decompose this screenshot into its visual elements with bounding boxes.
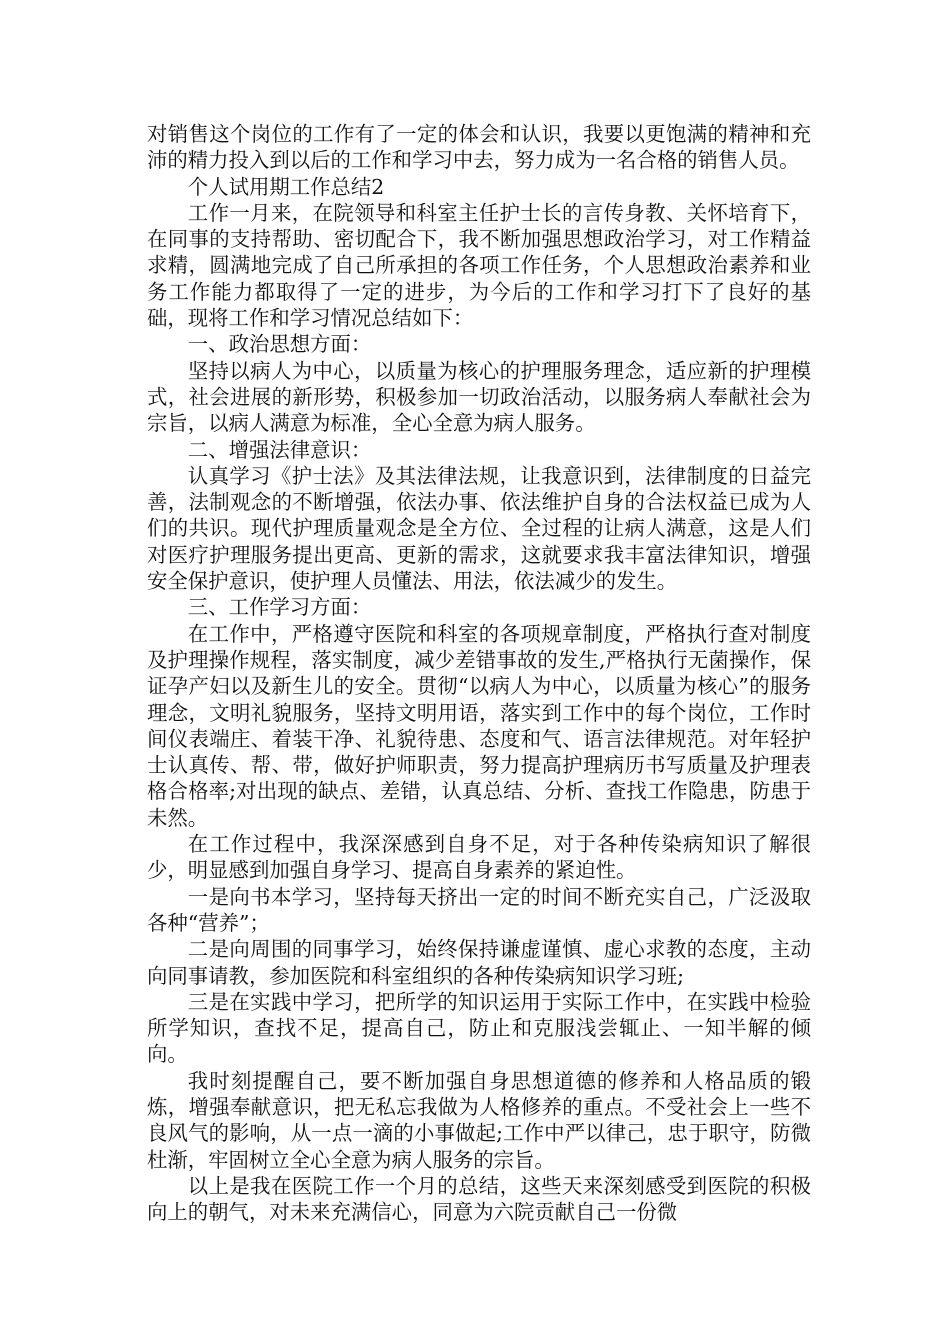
paragraph-overview: 工作一月来，在院领导和科室主任护士长的言传身教、关怀培育下，在同事的支持帮助、密切配合下，我不断加强思想政治学习，对工作精益求精，圆满地完成了自己所承担的各项工作任务，个人思想政治素养和业务工作能力都取得了一定的进步，为今后的工作和学习打下了良好的基础，现将工作和学习情况总结如下： [147, 200, 811, 331]
paragraph-learn-from-practice: 三是在实践中学习，把所学的知识运用于实际工作中，在实践中检验所学知识，查找不足，提高自己，防止和克服浅尝辄止、一知半解的倾向。 [147, 989, 811, 1067]
paragraph-learn-from-books: 一是向书本学习，坚持每天挤出一定的时间不断充实自己，广泛汲取各种“营养”； [147, 884, 811, 935]
document-page [147, 121, 811, 1225]
paragraph-self-cultivation: 我时刻提醒自己，要不断加强自身思想道德的修养和人格品质的锻炼，增强奉献意识，把无私忘我做为人格修养的重点。不受社会上一些不良风气的影响，从一点一滴的小事做起;工作中严以律己，忠于职守，防微杜渐，牢固树立全心全意为病人服务的宗旨。 [147, 1068, 811, 1172]
heading-work-study: 三、工作学习方面： [187, 595, 372, 620]
heading-political-thought: 一、政治思想方面： [187, 332, 372, 357]
paragraph-political-thought: 坚持以病人为中心，以质量为核心的护理服务理念，适应新的护理模式，社会进展的新形势，积极参加一切政治活动，以服务病人奉献社会为宗旨，以病人满意为标准，全心全意为病人服务。 [147, 358, 811, 436]
paragraph-learn-from-colleagues: 二是向周围的同事学习，始终保持谦虚谨慎、虚心求教的态度，主动向同事请教，参加医院和科室组织的各种传染病知识学习班; [147, 937, 811, 988]
paragraph-intro-continuation: 对销售这个岗位的工作有了一定的体会和认识，我要以更饱满的精神和充沛的精力投入到以后的工作和学习中去，努力成为一名合格的销售人员。 [147, 122, 811, 173]
paragraph-work-study: 在工作中，严格遵守医院和科室的各项规章制度，严格执行查对制度及护理操作规程，落实制度，减少差错事故的发生,严格执行无菌操作，保证孕产妇以及新生儿的安全。贯彻“以病人为中心，以质量为核心”的服务理念，文明礼貌服务，坚持文明用语，落实到工作中的每个岗位，工作时间仪表端庄、着装干净、礼貌待患、态度和气、语言法律规范。对年轻护士认真传、帮、带，做好护师职责，努力提高护理病历书写质量及护理表格合格率;对出现的缺点、差错，认真总结、分析、查找工作隐患，防患于未然。 [147, 621, 811, 830]
paragraph-legal-awareness: 认真学习《护士法》及其法律法规，让我意识到，法律制度的日益完善，法制观念的不断增强，依法办事、依法维护自身的合法权益已成为人们的共识。现代护理质量观念是全方位、全过程的让病人满意，这是人们对医疗护理服务提出更高、更新的需求，这就要求我丰富法律知识，增强安全保护意识，使护理人员懂法、用法，依法减少的发生。 [147, 463, 811, 594]
paragraph-conclusion: 以上是我在医院工作一个月的总结，这些天来深刻感受到医院的积极向上的朝气，对未来充满信心，同意为六院贡献自己一份微 [147, 1173, 811, 1225]
section-title: 个人试用期工作总结2 [187, 174, 385, 199]
heading-legal-awareness: 二、增强法律意识： [187, 437, 372, 462]
paragraph-shortcomings: 在工作过程中，我深深感到自身不足，对于各种传染病知识了解很少，明显感到加强自身学习、提高自身素养的紧迫性。 [147, 832, 811, 883]
